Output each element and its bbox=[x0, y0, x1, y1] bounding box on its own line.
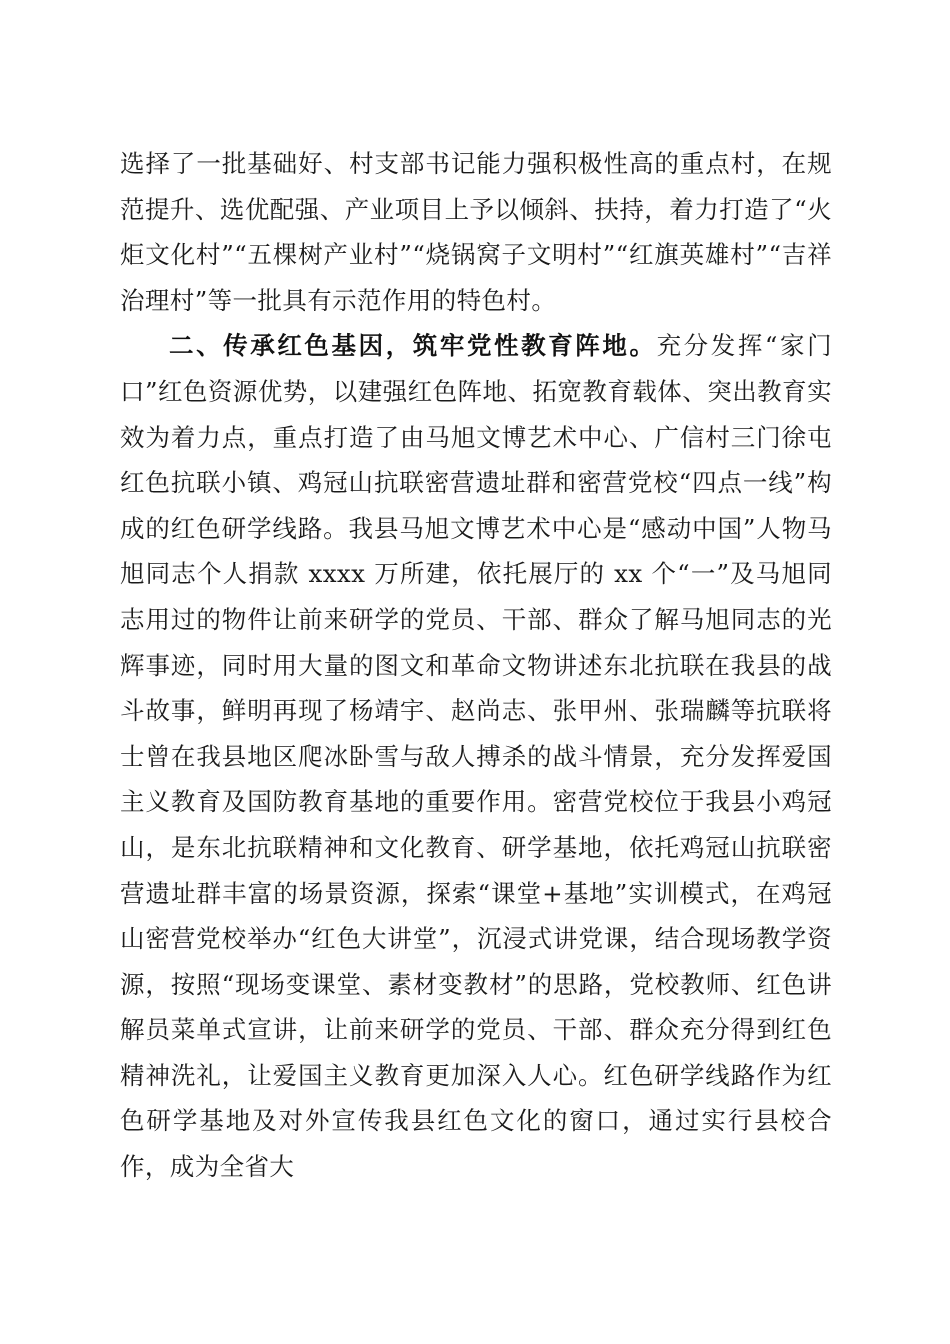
paragraph-continuation bbox=[120, 141, 832, 323]
document-body bbox=[120, 141, 832, 1190]
section-heading: 二、传承红色基因，筑牢党性教育阵地。 bbox=[169, 331, 657, 361]
paragraph-text: 充分发挥“家门口”红色资源优势，以建强红色阵地、拓宽教育载体、突出教育实效为着力点，重点打造了由马旭文博艺术中心、广信村三门徐屯红色抗联小镇、鸡冠山抗联密营遗址群和密营党校“四点一线”构成的红色研学线路。我县马旭文博艺术中心是“感动中国”人物马旭同志个人捐款 xxxx 万所建，依托展厅的 xx 个“一”及马旭同志用过的物件让前来研学的党员、干部、群众了解马旭同志的光辉事迹，同时用大量的图文和革命文物讲述东北抗联在我县的战斗故事，鲜明再现了杨靖宇、赵尚志、张甲州、张瑞麟等抗联将士曾在我县地区爬冰卧雪与敌人搏杀的战斗情景，充分发挥爱国主义教育及国防教育基地的重要作用。密营党校位于我县小鸡冠山，是东北抗联精神和文化教育、研学基地，依托鸡冠山抗联密营遗址群丰富的场景资源，探索“课堂+基地”实训模式，在鸡冠山密营党校举办“红色大讲堂”，沉浸式讲党课，结合现场教学资源，按照“现场变课堂、素材变教材”的思路，党校教师、红色讲解员菜单式宣讲，让前来研学的党员、干部、群众充分得到红色精神洗礼，让爱国主义教育更加深入人心。红色研学线路作为红色研学基地及对外宣传我县红色文化的窗口，通过实行县校合作，成为全省大 bbox=[120, 331, 833, 1182]
paragraph-text: 选择了一批基础好、村支部书记能力强积极性高的重点村，在规范提升、选优配强、产业项目上予以倾斜、扶持，着力打造了“火炬文化村”“五棵树产业村”“烧锅窝子文明村”“红旗英雄村”“吉祥治理村”等一批具有示范作用的特色村。 bbox=[120, 149, 832, 315]
paragraph-section-two bbox=[120, 323, 832, 1189]
